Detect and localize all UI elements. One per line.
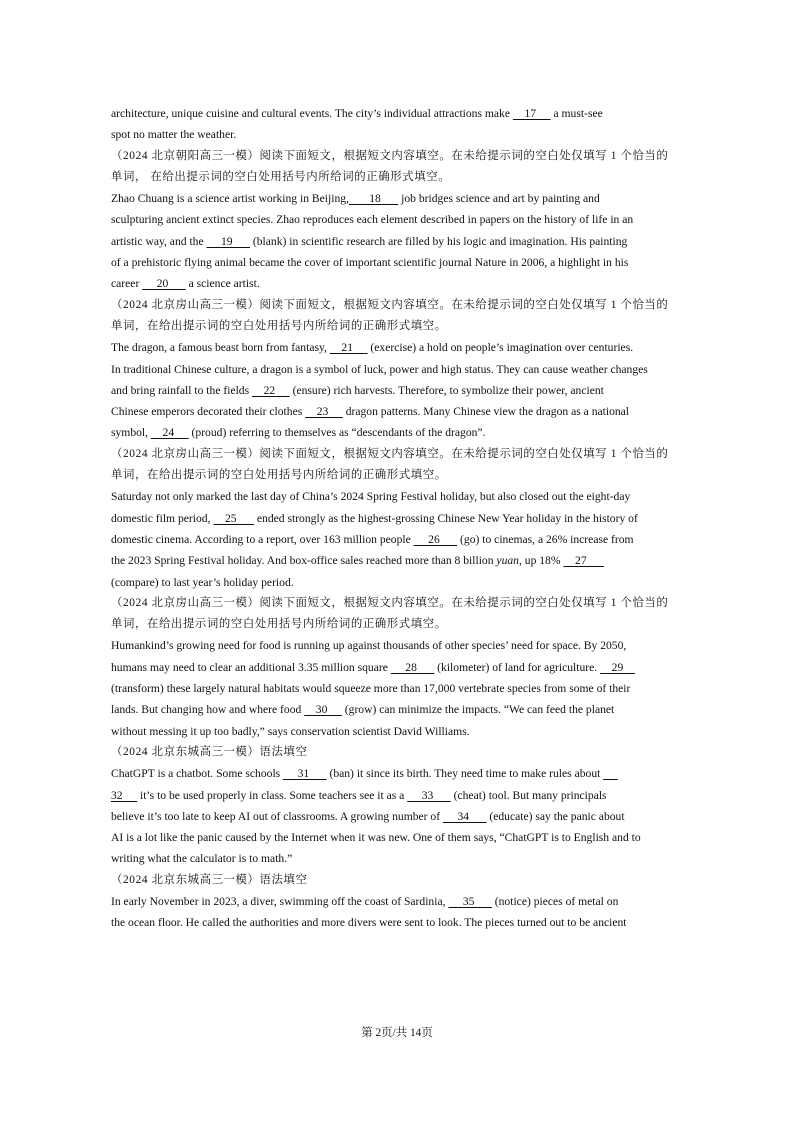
text-run: （2024 北京房山高三一模）阅读下面短文，根据短文内容填空。在未给提示词的空白处仅填写 1 个恰当的: [111, 298, 669, 311]
text-run: career: [111, 277, 143, 291]
text-run: sculpturing ancient extinct species. Zhao reproduces each element described in papers on the history of life in an: [111, 213, 634, 227]
text-run: （2024 北京朝阳高三一模）阅读下面短文，根据短文内容填空。在未给提示词的空白处仅填写 1 个恰当的: [111, 149, 669, 162]
text-run: 单词，在给出提示词的空白处用括号内所给词的正确形式填空。: [111, 618, 447, 631]
answer-blank: 34: [442, 809, 487, 823]
text-line: [111, 550, 687, 571]
text-line: [111, 444, 687, 465]
text-line: [111, 508, 687, 529]
text-line: [111, 188, 687, 209]
text-line: [111, 103, 687, 124]
answer-blank: 30: [304, 703, 342, 717]
answer-blank: 22: [252, 383, 290, 397]
text-run: a must-see: [550, 107, 603, 120]
text-line: [111, 635, 687, 656]
answer-blank: 17: [512, 107, 551, 120]
text-run: 单词，在给出提示词的空白处用括号内所给词的正确形式填空。: [111, 469, 447, 482]
answer-blank: 24: [150, 426, 189, 440]
text-run: symbol,: [111, 426, 151, 440]
text-run: (compare) to last year’s holiday period.: [111, 575, 294, 589]
text-line: [111, 593, 687, 614]
text-line: [111, 678, 687, 699]
text-run: , up 18%: [518, 554, 564, 568]
text-line: [111, 742, 687, 763]
text-line: [111, 763, 687, 784]
answer-blank: 28: [390, 660, 435, 674]
text-run: In early November in 2023, a diver, swimming off the coast of Sardinia,: [111, 894, 449, 908]
text-run: spot no matter the weather.: [111, 128, 237, 142]
text-line: [111, 316, 687, 337]
text-line: [111, 295, 687, 316]
text-line: [111, 124, 687, 145]
text-run: 单词， 在给出提示词的空白处用括号内所给词的正确形式填空。: [111, 170, 451, 183]
text-run: architecture, unique cuisine and cultural events. The city’s individual attractions make: [111, 107, 513, 120]
answer-blank: 31: [283, 767, 327, 781]
answer-blank: 29: [600, 660, 635, 674]
text-line: [111, 721, 687, 742]
text-line: [111, 891, 687, 912]
text-line: [111, 870, 687, 891]
answer-blank: 27: [563, 554, 604, 568]
text-run: the 2023 Spring Festival holiday. And box-office sales reached more than 8 billion: [111, 554, 497, 568]
text-run: writing what the calculator is to math.”: [111, 852, 293, 866]
text-run: lands. But changing how and where food: [111, 703, 305, 717]
text-line: [111, 912, 687, 933]
text-line: [111, 167, 687, 188]
text-run: ChatGPT is a chatbot. Some schools: [111, 767, 284, 781]
text-line: [111, 209, 687, 230]
text-run: (exercise) a hold on people’s imagination over centuries.: [367, 341, 634, 355]
answer-blank: 23: [305, 405, 343, 419]
text-run: (proud) referring to themselves as “descendants of the dragon”.: [188, 426, 486, 440]
text-run: (cheat) tool. But many principals: [450, 788, 607, 802]
text-line: [111, 231, 687, 252]
text-line: [111, 785, 687, 806]
text-run: humans may need to clear an additional 3.35 million square: [111, 660, 391, 674]
text-run: the ocean floor. He called the authorities and more divers were sent to look. The pieces turned out to be ancient: [111, 916, 627, 930]
text-run: (ban) it since its birth. They need time to make rules about: [326, 767, 604, 781]
text-line: [111, 359, 687, 380]
answer-blank: 20: [142, 277, 186, 291]
text-run: ended strongly as the highest-grossing Chinese New Year holiday in the history of: [253, 511, 638, 525]
text-run: dragon patterns. Many Chinese view the dragon as a national: [342, 405, 630, 419]
answer-blank: 33: [407, 788, 451, 802]
answer-blank: 25: [213, 511, 254, 525]
text-line: [111, 848, 687, 869]
answer-blank: 18: [348, 192, 399, 206]
answer-blank: 32: [111, 788, 138, 802]
text-run: of a prehistoric flying animal became the cover of important scientific journal Nature in 2006, a highlight in his: [111, 256, 629, 270]
text-run: without messing it up too badly,” says conservation scientist David Williams.: [111, 724, 470, 738]
text-line: [111, 380, 687, 401]
text-run: domestic film period,: [111, 511, 214, 525]
text-run: （2024 北京房山高三一模）阅读下面短文，根据短文内容填空。在未给提示词的空白处仅填写 1 个恰当的: [111, 447, 669, 460]
text-run: The dragon, a famous beast born from fantasy,: [111, 341, 330, 355]
text-run: (educate) say the panic about: [486, 809, 625, 823]
text-line: [111, 614, 687, 635]
text-run: believe it’s too late to keep AI out of classrooms. A growing number of: [111, 809, 443, 823]
text-run: In traditional Chinese culture, a dragon is a symbol of luck, power and high status. They can cause weather changes: [111, 362, 648, 376]
text-run: (blank) in scientific research are filled by his logic and imagination. His painting: [250, 234, 628, 248]
answer-blank: 35: [448, 894, 492, 908]
text-line: [111, 401, 687, 422]
answer-blank: 19: [206, 234, 250, 248]
text-line: [111, 337, 687, 358]
answer-blank: 21: [329, 341, 368, 355]
text-run: (notice) pieces of metal on: [491, 894, 619, 908]
text-run: Chinese emperors decorated their clothes: [111, 405, 306, 419]
text-line: [111, 146, 687, 167]
text-line: [111, 657, 687, 678]
italic-text: yuan: [496, 554, 519, 568]
text-run: AI is a lot like the panic caused by the Internet when it was new. One of them says, “ChatGPT is to English and to: [111, 831, 641, 845]
text-line: [111, 465, 687, 486]
text-line: [111, 273, 687, 294]
text-line: [111, 252, 687, 273]
text-line: [111, 486, 687, 507]
text-run: 单词，在给出提示词的空白处用括号内所给词的正确形式填空。: [111, 319, 447, 332]
document-body: [111, 103, 687, 934]
text-run: a science artist.: [185, 277, 260, 291]
text-run: job bridges science and art by painting and: [398, 192, 600, 206]
text-line: [111, 699, 687, 720]
text-run: it’s to be used properly in class. Some teachers see it as a: [137, 788, 408, 802]
text-run: Zhao Chuang is a science artist working in Beijing,: [111, 192, 349, 206]
text-line: [111, 422, 687, 443]
text-run: （2024 北京房山高三一模）阅读下面短文，根据短文内容填空。在未给提示词的空白处仅填写 1 个恰当的: [111, 596, 669, 609]
text-run: Humankind’s growing need for food is running up against thousands of other species’ need for space. By 2050,: [111, 639, 627, 653]
text-line: [111, 529, 687, 550]
text-run: (go) to cinemas, a 26% increase from: [457, 532, 634, 546]
text-run: (kilometer) of land for agriculture.: [434, 660, 601, 674]
text-run: (transform) these largely natural habitats would squeeze more than 17,000 vertebrate species from some of their: [111, 682, 631, 696]
text-run: (grow) can minimize the impacts. “We can feed the planet: [341, 703, 615, 717]
page-footer: 第 2页/共 14页: [361, 1027, 433, 1039]
text-line: [111, 827, 687, 848]
text-line: [111, 572, 687, 593]
text-run: and bring rainfall to the fields: [111, 383, 253, 397]
text-run: （2024 北京东城高三一模）语法填空: [111, 873, 308, 886]
answer-blank: 26: [413, 532, 458, 546]
text-run: artistic way, and the: [111, 234, 207, 248]
text-run: domestic cinema. According to a report, over 163 million people: [111, 532, 414, 546]
answer-blank: [603, 763, 618, 784]
text-line: [111, 806, 687, 827]
text-run: （2024 北京东城高三一模）语法填空: [111, 745, 308, 758]
text-run: (ensure) rich harvests. Therefore, to symbolize their power, ancient: [289, 383, 604, 397]
text-run: Saturday not only marked the last day of China’s 2024 Spring Festival holiday, but also closed out the eight-day: [111, 490, 631, 504]
